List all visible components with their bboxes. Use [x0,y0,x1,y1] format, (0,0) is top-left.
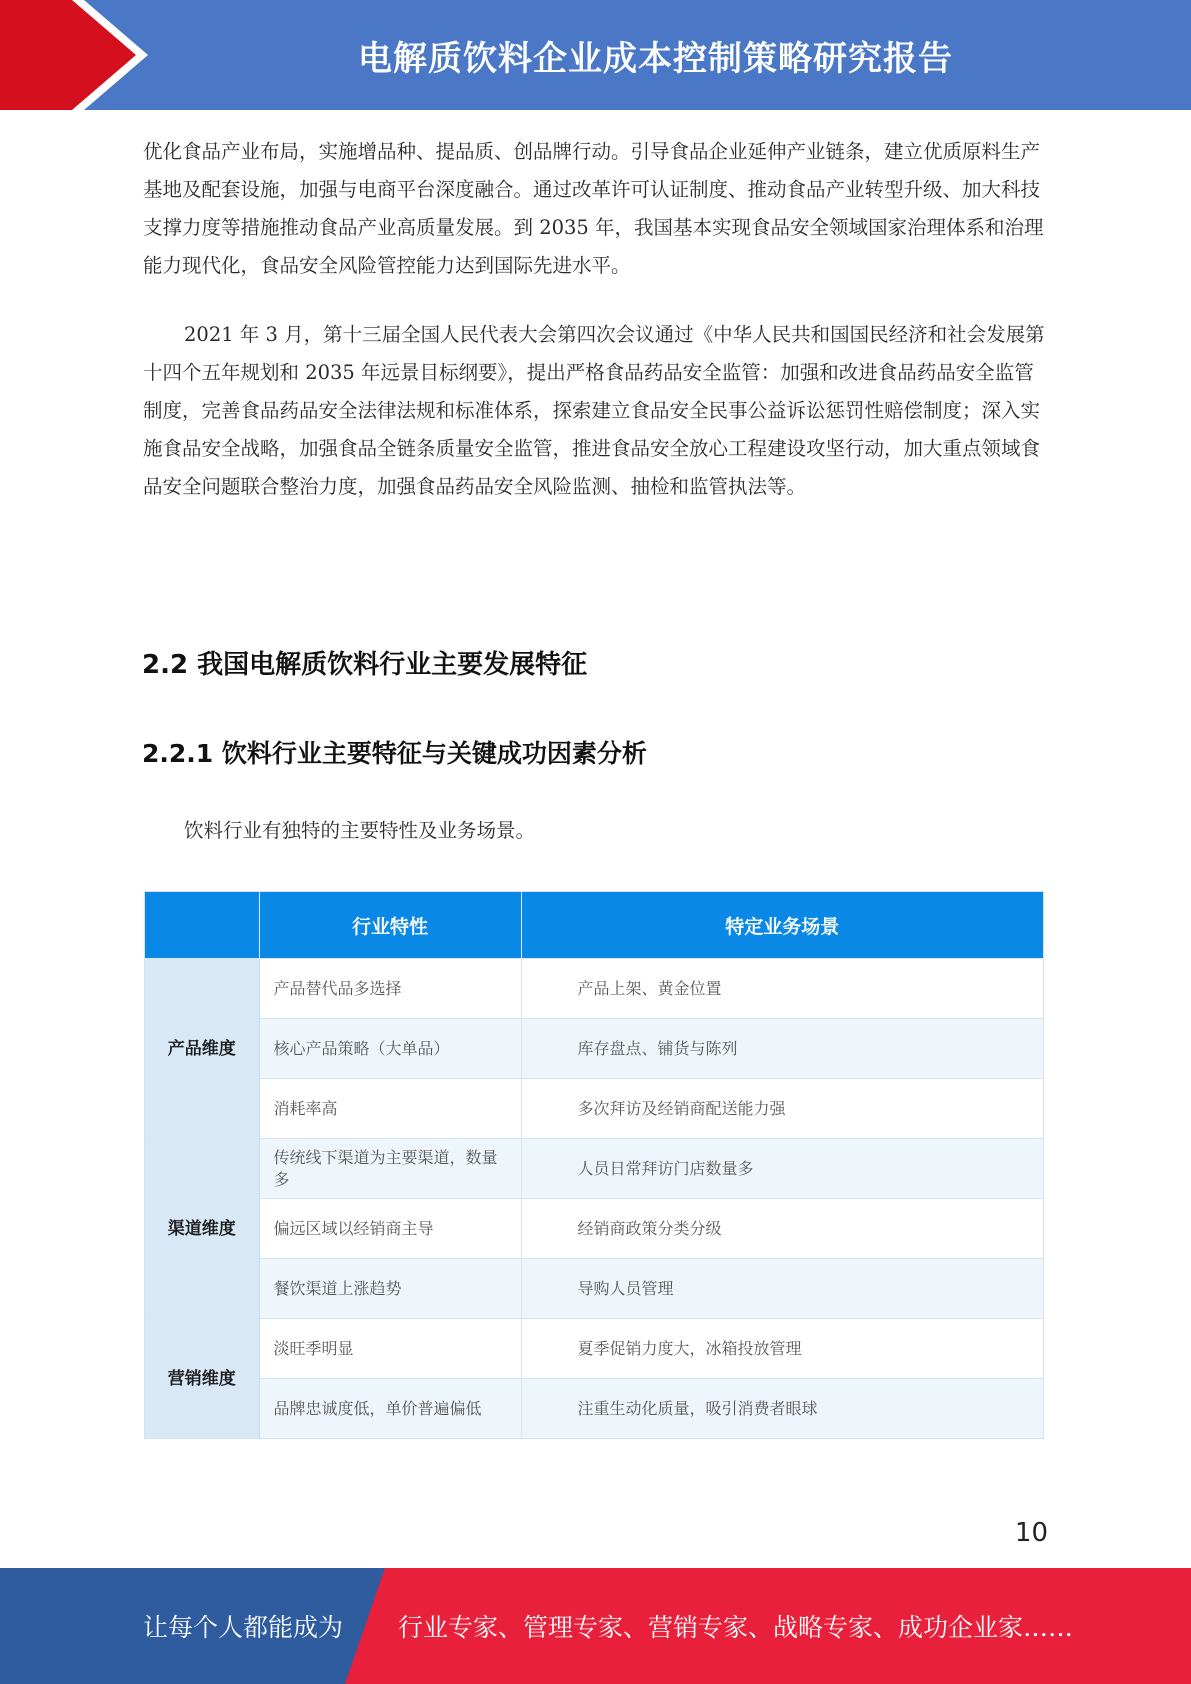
page-number: 10 [1014,1518,1048,1548]
trait-cell: 偏远区域以经销商主导 [259,1199,521,1259]
dimension-product: 产品维度 [145,959,259,1139]
paragraph-2: 2021 年 3 月，第十三届全国人民代表大会第四次会议通过《中华人民共和国国民经济和社会发展第十四个五年规划和 2035 年远景目标纲要》，提出严格食品药品安全监管：加强和改进食品药品安全监管制度，完善食品药品安全法律法规和标准体系，探索建立食品安全民事公益诉讼惩罚性赔偿制度；深入实施食品安全战略，加强食品全链条质量安全监管，推进食品安全放心工程建设攻坚行动，加大重点领域食品安全问题联合整治力度，加强食品药品安全风险监测、抽检和监管执法等。 [143,323,1045,498]
header-scenario: 特定业务场景 [521,892,1043,959]
trait-cell: 淡旺季明显 [259,1319,521,1379]
table-row [145,1199,1043,1259]
dimension-channel: 渠道维度 [145,1139,259,1319]
trait-cell: 品牌忠诚度低，单价普遍偏低 [259,1379,521,1439]
page-header [0,0,1191,110]
scenario-cell: 人员日常拜访门店数量多 [521,1139,1043,1199]
table-header-row [145,892,1043,959]
trait-cell: 传统线下渠道为主要渠道，数量多 [259,1139,521,1199]
header-trait: 行业特性 [259,892,521,959]
table-row [145,1139,1043,1199]
scenario-cell: 经销商政策分类分级 [521,1199,1043,1259]
header-dimension [145,892,259,959]
table-row [145,1379,1043,1439]
paragraph-1: 优化食品产业布局，实施增品种、提品质、创品牌行动。引导食品企业延伸产业链条，建立优质原料生产基地及配套设施，加强与电商平台深度融合。通过改革许可认证制度、推动食品产业转型升级、加大科技支撑力度等措施推动食品产业高质量发展。到 2035 年，我国基本实现食品安全领域国家治理体系和治理能力现代化，食品安全风险管控能力达到国际先进水平。 [143,140,1044,277]
table-row [145,1019,1043,1079]
trait-cell: 产品替代品多选择 [259,959,521,1019]
trait-cell: 餐饮渠道上涨趋势 [259,1259,521,1319]
intro-text: 饮料行业有独特的主要特性及业务场景。 [184,819,536,842]
report-title: 电解质饮料企业成本控制策略研究报告 [358,38,953,79]
scenario-cell: 产品上架、黄金位置 [521,959,1043,1019]
scenario-cell: 库存盘点、铺货与陈列 [521,1019,1043,1079]
scenario-cell: 导购人员管理 [521,1259,1043,1319]
table-row [145,1079,1043,1139]
footer-slogan-left: 让每个人都能成为 [143,1613,344,1642]
page-footer [0,1568,1191,1684]
scenario-cell: 夏季促销力度大，冰箱投放管理 [521,1319,1043,1379]
trait-cell: 消耗率高 [259,1079,521,1139]
trait-cell: 核心产品策略（大单品） [259,1019,521,1079]
industry-features-table [144,891,1044,1439]
scenario-cell: 多次拜访及经销商配送能力强 [521,1079,1043,1139]
scenario-cell: 注重生动化质量，吸引消费者眼球 [521,1379,1043,1439]
section-heading: 2.2 我国电解质饮料行业主要发展特征 [142,650,588,680]
features-table [145,892,1043,1438]
subsection-heading: 2.2.1 饮料行业主要特征与关键成功因素分析 [142,739,647,768]
footer-slogan-right: 行业专家、管理专家、营销专家、战略专家、成功企业家…… [398,1613,1074,1642]
table-row [145,1319,1043,1379]
table-row [145,959,1043,1019]
table-row [145,1259,1043,1319]
dimension-marketing: 营销维度 [145,1319,259,1439]
